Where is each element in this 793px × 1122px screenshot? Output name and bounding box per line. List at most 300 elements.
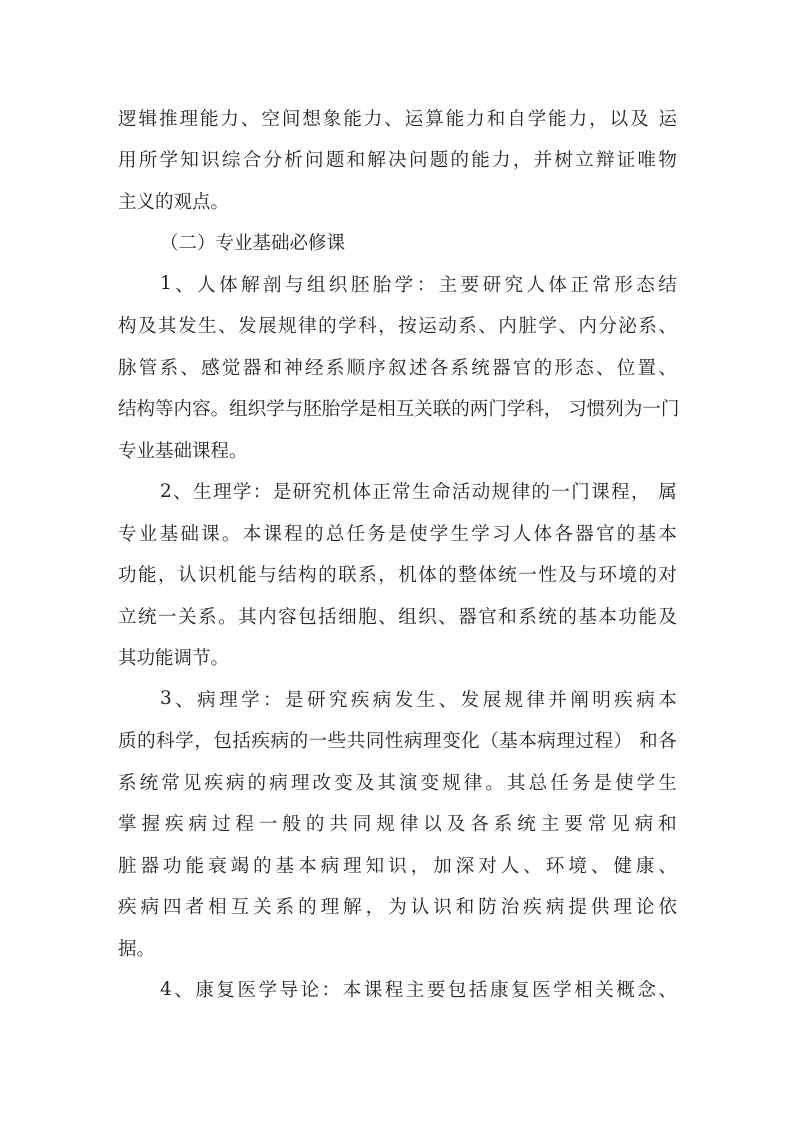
glyph: 系	[118, 772, 137, 794]
glyph: 疾	[204, 772, 223, 794]
glyph: 常	[587, 814, 607, 836]
glyph: ，	[410, 855, 430, 877]
glyph: 识	[198, 565, 217, 587]
text-line	[118, 886, 677, 928]
glyph: 常	[392, 482, 411, 504]
glyph: 系	[159, 357, 179, 379]
glyph: 各	[658, 731, 677, 753]
glyph: 生	[450, 523, 470, 545]
glyph: 和	[263, 357, 282, 379]
glyph: 发	[394, 689, 414, 711]
glyph: 与	[258, 565, 277, 587]
glyph: 的	[298, 897, 317, 919]
glyph: 能	[185, 855, 205, 877]
glyph: 脏	[118, 855, 137, 877]
glyph: 织	[247, 399, 267, 421]
glyph: 等	[155, 399, 174, 421]
glyph: 、	[438, 606, 457, 628]
text-line: 专业基础课程。	[118, 440, 248, 462]
glyph: 病	[372, 689, 392, 711]
glyph: 的	[638, 565, 657, 587]
glyph: 、	[658, 357, 677, 379]
course-item-1-anatomy-histology-embryology	[118, 263, 680, 471]
glyph: 、	[658, 316, 677, 338]
glyph: 解	[367, 150, 386, 172]
glyph: 分	[598, 316, 617, 338]
glyph: 联	[338, 565, 357, 587]
glyph: 。	[218, 606, 237, 628]
glyph: 性	[384, 731, 404, 753]
glyph: 相	[377, 399, 396, 421]
glyph: 2	[160, 480, 172, 502]
glyph: 研	[482, 274, 502, 296]
glyph: 用	[118, 150, 137, 172]
glyph: 使	[408, 523, 428, 545]
glyph: 态	[636, 274, 655, 296]
glyph: 系	[325, 357, 345, 379]
glyph: ，	[378, 565, 397, 587]
glyph: 的	[438, 565, 457, 587]
glyph: 的	[137, 731, 156, 753]
glyph: 性	[538, 565, 557, 587]
glyph: 、	[658, 855, 677, 877]
glyph: 任	[550, 772, 569, 794]
glyph: 能	[471, 150, 490, 172]
glyph: 功	[618, 606, 637, 628]
glyph: 立	[118, 606, 137, 628]
glyph: 病	[269, 772, 288, 794]
glyph: 科	[358, 316, 377, 338]
glyph: 程	[235, 814, 254, 836]
glyph: 门	[571, 482, 590, 504]
glyph: 辑	[138, 108, 157, 130]
glyph: 的	[253, 855, 272, 877]
glyph: 括	[318, 606, 337, 628]
glyph: 、	[175, 689, 194, 711]
glyph: 理	[212, 482, 232, 504]
glyph: 构	[136, 399, 156, 421]
glyph: 本	[658, 523, 677, 545]
glyph: 叙	[388, 357, 407, 379]
glyph: 学	[429, 523, 449, 545]
glyph: 对	[478, 855, 497, 877]
text-line	[118, 969, 677, 1011]
glyph: 胞	[358, 606, 377, 628]
glyph: 课	[263, 523, 282, 545]
glyph: 习	[492, 523, 511, 545]
glyph: ，	[631, 482, 650, 504]
glyph: 能	[199, 108, 219, 130]
glyph: 统	[138, 606, 157, 628]
glyph: 、	[658, 980, 677, 1002]
glyph: 认	[178, 565, 197, 587]
glyph: 包	[298, 606, 317, 628]
glyph: 学	[394, 274, 414, 296]
glyph: 决	[388, 150, 407, 172]
glyph: 统	[139, 772, 159, 794]
glyph: 的	[289, 731, 309, 753]
glyph: 组	[398, 606, 417, 628]
glyph: 器	[492, 357, 511, 379]
glyph: 的	[318, 316, 337, 338]
text-line	[118, 346, 677, 388]
glyph: 复	[511, 980, 530, 1002]
glyph: 生	[193, 482, 212, 504]
glyph: 联	[432, 399, 452, 421]
glyph: 人	[512, 523, 532, 545]
glyph: 能	[548, 108, 567, 130]
glyph: 一	[551, 482, 570, 504]
glyph: ：	[416, 274, 436, 296]
glyph: 生	[416, 689, 436, 711]
glyph: 疾	[118, 897, 137, 919]
glyph: 基	[499, 731, 518, 753]
glyph: 剖	[263, 274, 282, 296]
glyph: 学	[553, 980, 572, 1002]
glyph: 病	[634, 814, 654, 836]
glyph: 总	[325, 523, 345, 545]
glyph: 统	[538, 606, 557, 628]
glyph: 发	[178, 316, 197, 338]
glyph: 识	[433, 897, 452, 919]
glyph: 病	[197, 689, 216, 711]
glyph: 主	[540, 814, 560, 836]
course-item-4-rehabilitation-medicine-intro	[118, 969, 677, 1011]
glyph: 导	[279, 980, 299, 1002]
glyph: 科	[156, 731, 175, 753]
glyph: （	[480, 731, 499, 753]
glyph: 基	[637, 523, 657, 545]
glyph: 序	[367, 357, 386, 379]
glyph: 、	[378, 606, 397, 628]
glyph: 并	[548, 689, 567, 711]
glyph: 统	[471, 357, 490, 379]
glyph: 与	[284, 274, 304, 296]
glyph: 提	[568, 897, 587, 919]
glyph: 、	[595, 357, 615, 379]
glyph: 运	[404, 108, 424, 130]
glyph: 觉	[221, 357, 241, 379]
glyph: 内	[173, 399, 193, 421]
glyph: 能	[343, 108, 362, 130]
glyph: 各	[554, 523, 573, 545]
glyph: 内	[498, 316, 517, 338]
glyph	[651, 481, 657, 502]
glyph: 人	[500, 855, 520, 877]
glyph: 律	[298, 316, 317, 338]
glyph: 和	[455, 897, 475, 919]
glyph: 析	[284, 150, 303, 172]
glyph: 推	[158, 108, 178, 130]
glyph: 正	[372, 482, 391, 504]
glyph	[633, 730, 639, 751]
glyph: ：	[263, 689, 282, 711]
glyph: 医	[532, 980, 551, 1002]
glyph: 顺	[346, 357, 366, 379]
glyph: 是	[388, 523, 407, 545]
glyph: 、	[180, 357, 199, 379]
glyph: 本	[518, 731, 537, 753]
glyph: 逻	[118, 108, 137, 130]
glyph: 握	[141, 814, 160, 836]
glyph: 共	[346, 731, 366, 753]
glyph: 位	[616, 357, 636, 379]
glyph: 感	[201, 357, 220, 379]
glyph: 理	[556, 731, 575, 753]
glyph: 加	[433, 855, 452, 877]
glyph: 变	[334, 772, 353, 794]
glyph: 功	[118, 565, 137, 587]
glyph: 规	[278, 316, 297, 338]
glyph: 。	[485, 772, 504, 794]
glyph: 其	[506, 772, 526, 794]
glyph: 演	[398, 772, 418, 794]
text-line: 主义的观点。	[118, 191, 230, 213]
glyph: 共	[329, 814, 348, 836]
glyph: 构	[118, 316, 137, 338]
glyph: 病	[320, 855, 340, 877]
glyph: 疾	[164, 814, 184, 836]
glyph: 的	[531, 482, 550, 504]
glyph: 课	[591, 482, 610, 504]
glyph: 胚	[350, 274, 370, 296]
glyph: 课	[363, 980, 383, 1002]
glyph: 构	[298, 565, 317, 587]
glyph: 系	[638, 316, 657, 338]
glyph: 、	[384, 108, 403, 130]
glyph: 官	[478, 606, 497, 628]
glyph: 课	[201, 523, 220, 545]
glyph: 同	[352, 814, 372, 836]
glyph: 律	[399, 814, 419, 836]
glyph: 究	[312, 482, 332, 504]
glyph: 念	[637, 980, 656, 1002]
glyph: 命	[431, 482, 451, 504]
course-item-2-physiology	[118, 471, 677, 679]
glyph: 律	[463, 772, 483, 794]
glyph: 动	[471, 482, 491, 504]
glyph: 运	[418, 316, 437, 338]
glyph: 环	[545, 855, 565, 877]
glyph: 展	[258, 316, 277, 338]
glyph: 是	[593, 772, 612, 794]
glyph: 要	[564, 814, 583, 836]
glyph: 改	[312, 772, 331, 794]
glyph: 4	[160, 978, 172, 1000]
glyph: 经	[305, 357, 324, 379]
glyph: 胎	[321, 399, 341, 421]
glyph: 机	[332, 482, 351, 504]
glyph: 空	[261, 108, 280, 130]
glyph: 列	[605, 399, 624, 421]
text-line	[118, 595, 677, 637]
glyph: 供	[590, 897, 610, 919]
glyph: 四	[163, 897, 182, 919]
glyph: 统	[517, 814, 536, 836]
glyph: 是	[284, 689, 304, 711]
glyph: ，	[378, 316, 397, 338]
glyph: 间	[281, 108, 301, 130]
glyph: 织	[328, 274, 348, 296]
glyph: 及	[446, 814, 466, 836]
glyph: 相	[574, 980, 593, 1002]
text-line	[118, 844, 677, 886]
glyph: 分	[263, 150, 282, 172]
glyph: 认	[410, 897, 430, 919]
glyph: 为	[623, 399, 643, 421]
glyph: 结	[118, 399, 137, 421]
glyph: 化	[461, 731, 480, 753]
glyph: 治	[500, 897, 520, 919]
glyph: 力	[363, 108, 383, 130]
glyph: 和	[486, 108, 506, 130]
glyph: 、	[218, 316, 237, 338]
glyph: 基	[159, 523, 179, 545]
glyph: 、	[240, 108, 260, 130]
glyph: ，	[365, 897, 385, 919]
glyph: 理	[290, 772, 310, 794]
glyph: 器	[242, 357, 262, 379]
glyph: 系	[198, 606, 217, 628]
glyph: 脉	[118, 357, 137, 379]
glyph: 者	[185, 897, 205, 919]
glyph: 程	[611, 482, 630, 504]
glyph: 常	[161, 772, 180, 794]
glyph: 的	[558, 606, 577, 628]
text-line: （二）专业基础必修课	[160, 233, 346, 255]
glyph: 学	[258, 980, 278, 1002]
glyph: 运	[658, 108, 677, 130]
glyph: 各	[470, 814, 489, 836]
glyph: 解	[241, 274, 260, 296]
glyph: 研	[306, 689, 326, 711]
glyph: 学	[340, 399, 359, 421]
glyph: 识	[201, 150, 220, 172]
glyph: 变	[442, 731, 461, 753]
glyph: 理	[343, 855, 362, 877]
glyph: 和	[639, 731, 658, 753]
glyph: ，	[512, 150, 532, 172]
glyph: 管	[138, 357, 158, 379]
glyph: 病	[140, 897, 160, 919]
glyph: 器	[458, 606, 477, 628]
glyph: 体	[352, 482, 371, 504]
glyph: 病	[403, 731, 423, 753]
glyph: 、	[438, 689, 458, 711]
text-line	[118, 678, 677, 720]
glyph: 体	[548, 274, 567, 296]
glyph: 学	[527, 108, 547, 130]
course-item-3-pathology	[118, 678, 677, 969]
text-line	[118, 97, 677, 139]
glyph: 学	[232, 482, 252, 504]
glyph: 论	[635, 897, 655, 919]
glyph: 正	[570, 274, 589, 296]
section-heading	[118, 222, 677, 264]
glyph: 的	[451, 399, 470, 421]
glyph: 同	[365, 731, 385, 753]
glyph: 、	[175, 274, 194, 296]
glyph: 的	[305, 814, 325, 836]
glyph: 常	[592, 274, 611, 296]
glyph: 的	[305, 523, 324, 545]
glyph: 病	[188, 814, 207, 836]
glyph: 究	[328, 689, 348, 711]
glyph: 学	[506, 399, 526, 421]
glyph: 3	[160, 688, 172, 710]
glyph: 组	[306, 274, 326, 296]
glyph: 学	[175, 731, 194, 753]
glyph: 功	[163, 855, 182, 877]
glyph: 结	[658, 274, 677, 296]
text-line: 据。	[118, 938, 156, 960]
glyph: 体	[533, 523, 553, 545]
glyph: 疾	[350, 689, 370, 711]
glyph: 和	[498, 606, 517, 628]
glyph: 各	[429, 357, 449, 379]
glyph: 形	[554, 357, 573, 379]
glyph: 一	[258, 814, 278, 836]
glyph: 能	[238, 565, 257, 587]
glyph: 胚	[303, 399, 322, 421]
glyph: 的	[616, 523, 636, 545]
glyph: 包	[447, 980, 467, 1002]
glyph: 过	[211, 814, 231, 836]
glyph: 学	[159, 150, 179, 172]
glyph: 学	[471, 523, 490, 545]
glyph: 体	[478, 565, 497, 587]
glyph: 综	[221, 150, 241, 172]
text-line	[118, 388, 680, 430]
glyph: 细	[338, 606, 357, 628]
glyph: 树	[554, 150, 573, 172]
glyph: 题	[429, 150, 449, 172]
glyph: 一	[158, 606, 177, 628]
glyph: 律	[511, 482, 531, 504]
glyph: 组	[229, 399, 248, 421]
glyph: 其	[238, 606, 257, 628]
glyph: 辩	[595, 150, 615, 172]
glyph: 衰	[208, 855, 227, 877]
glyph: 官	[595, 523, 615, 545]
glyph: 过	[575, 731, 595, 753]
text-line	[118, 512, 677, 554]
glyph: 病	[636, 689, 655, 711]
glyph: 规	[504, 689, 524, 711]
glyph: 力	[568, 108, 588, 130]
glyph: 质	[118, 731, 137, 753]
glyph: 知	[365, 855, 385, 877]
glyph: 业	[138, 523, 158, 545]
glyph: ：	[252, 482, 272, 504]
glyph: 关	[595, 980, 614, 1002]
glyph: 门	[660, 399, 680, 421]
glyph: ，	[543, 399, 563, 421]
glyph: 与	[578, 565, 597, 587]
glyph: 机	[218, 565, 237, 587]
glyph: 复	[216, 980, 235, 1002]
glyph: 为	[388, 897, 407, 919]
glyph: 本	[598, 606, 617, 628]
glyph: 物	[658, 150, 677, 172]
glyph: 以	[423, 814, 442, 836]
glyph: 系	[358, 565, 377, 587]
glyph: 使	[615, 772, 634, 794]
glyph: 对	[658, 565, 677, 587]
glyph: 器	[575, 523, 594, 545]
glyph: 相	[208, 897, 227, 919]
glyph: 生	[412, 482, 431, 504]
